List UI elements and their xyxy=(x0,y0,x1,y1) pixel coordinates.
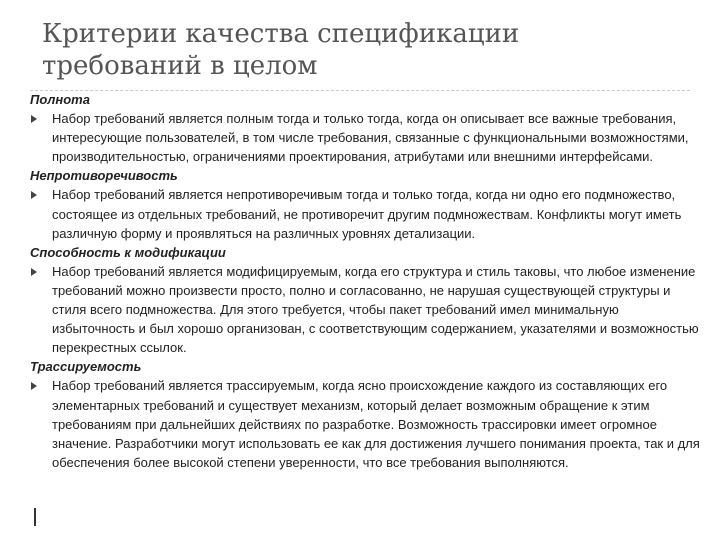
section-modifiability xyxy=(30,243,700,358)
triangle-bullet-icon xyxy=(31,382,37,390)
section-consistency xyxy=(30,166,700,242)
section-traceability xyxy=(30,357,700,472)
section-heading: Полнота xyxy=(30,92,90,107)
section-heading: Непротиворечивость xyxy=(30,168,178,184)
section-heading: Способность к модификации xyxy=(30,244,226,260)
section-heading: Трассируемость xyxy=(30,359,142,375)
triangle-bullet-icon xyxy=(31,268,37,276)
list-item xyxy=(30,376,700,471)
bullet-text: Набор требований является непротиворечивым тогда и только тогда, когда ни одно его подмножество, состоящее из отдельных требований, не противоречит другим подмножествам. Конфликты могут иметь различную форму и проявляться на различных уровнях детализации. xyxy=(52,187,682,241)
triangle-bullet-icon xyxy=(31,191,37,199)
bullet-text: Набор требований является полным тогда и только тогда, когда он описывает все важные требования, интересующие пользователей, в том числе требования, связанные с функциональными возможностями, производительностью, ограничениями проектирования, атрибутами или внешними интерфейсами. xyxy=(52,111,689,165)
slide-content xyxy=(30,90,700,472)
triangle-bullet-icon xyxy=(31,115,37,123)
bullet-text: Набор требований является модифицируемым, когда его структура и стиль таковы, что любое изменение требований можно произвести просто, полно и согласованно, не нарушая существующей структуры и стиля всего подмножества. Для этого требуется, чтобы пакет требований имел минимальную избыточность и был хорошо организован, с соответствующим содержанием, указателями и возможностью перекрестных ссылок. xyxy=(52,263,699,356)
text-cursor xyxy=(34,508,36,526)
bullet-text: Набор требований является трассируемым, когда ясно происхождение каждого из составляющих его элементарных требований и существует механизм, который делает возможным обращение к этим требованиям при дальнейших действиях по разработке. Возможность трассировки имеет огромное значение. Разработчики могут использовать ее как для достижения лучшего понимания проекта, так и для обеспечения более высокой степени уверенности, что все требования выполняются. xyxy=(52,378,700,470)
section-completeness xyxy=(30,90,700,166)
list-item xyxy=(30,109,700,166)
slide-title: Критерии качества спецификации требований в целом xyxy=(42,19,520,81)
list-item xyxy=(30,185,700,242)
list-item xyxy=(30,262,700,357)
